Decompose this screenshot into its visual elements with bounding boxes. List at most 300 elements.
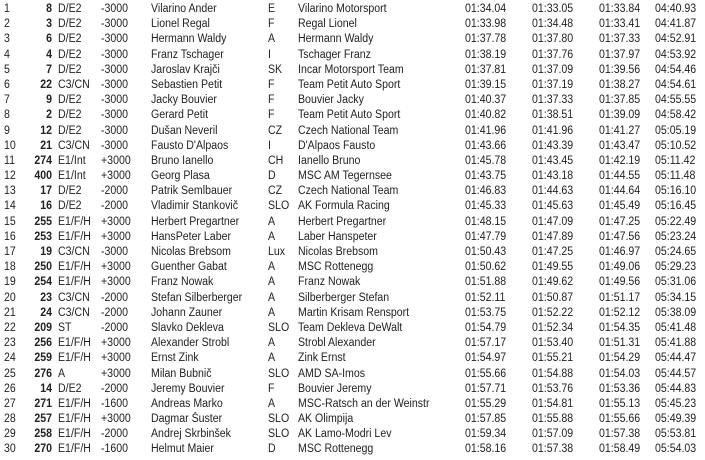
run3-time-cell: 01:58.49 — [599, 443, 641, 456]
table-row — [0, 367, 705, 382]
team-cell: Nicolas Brebsom — [298, 246, 378, 258]
run1-time-cell: 01:33.98 — [465, 18, 507, 31]
car-number-cell: 6 — [46, 33, 52, 46]
total-time-cell: 04:58.42 — [655, 109, 697, 122]
team-cell: Tschager Franz — [298, 48, 371, 61]
driver-cell: HansPeter Laber — [151, 230, 231, 243]
total-time-cell: 05:41.48 — [655, 321, 697, 334]
run3-time-cell: 01:54.03 — [599, 367, 641, 380]
car-number-cell: 400 — [34, 170, 52, 183]
position-cell: 19 — [4, 276, 16, 289]
run1-time-cell: 01:39.15 — [465, 78, 507, 91]
capacity-cell: +3000 — [101, 413, 131, 426]
driver-cell: Jeremy Bouvier — [151, 382, 225, 395]
run1-time-cell: 01:41.96 — [465, 124, 507, 137]
run3-time-cell: 01:39.09 — [599, 109, 641, 122]
team-cell: Strobl Alexander — [298, 337, 376, 350]
run2-time-cell: 01:33.05 — [532, 3, 574, 15]
class-cell: E1/F/H — [58, 215, 91, 228]
class-cell: E1/F/H — [58, 443, 91, 456]
run3-time-cell: 01:51.31 — [599, 337, 641, 350]
position-cell: 20 — [4, 291, 16, 304]
run3-time-cell: 01:47.25 — [599, 215, 641, 228]
table-row — [0, 230, 705, 245]
capacity-cell: -3000 — [101, 94, 129, 107]
run3-time-cell: 01:41.27 — [599, 124, 641, 137]
position-cell: 30 — [4, 443, 16, 456]
table-row — [0, 321, 705, 336]
team-cell: Laber Hanspeter — [298, 230, 377, 243]
position-cell: 17 — [4, 246, 16, 258]
position-cell: 27 — [4, 397, 16, 410]
total-time-cell: 05:16.45 — [655, 200, 697, 213]
team-cell: Silberberger Stefan — [298, 291, 390, 304]
run1-time-cell: 01:43.66 — [465, 139, 507, 152]
class-cell: E1/F/H — [58, 276, 91, 289]
position-cell: 11 — [4, 154, 15, 167]
run2-time-cell: 01:52.22 — [532, 306, 574, 319]
run1-time-cell: 01:37.81 — [465, 63, 507, 76]
table-row — [0, 442, 705, 457]
nationality-cell: F — [268, 109, 275, 122]
driver-cell: Andreas Marko — [151, 397, 223, 410]
nationality-cell: SLO — [268, 367, 290, 380]
nationality-cell: SLO — [268, 200, 290, 213]
run3-time-cell: 01:43.47 — [599, 139, 641, 152]
team-cell: Ianello Bruno — [298, 154, 361, 167]
results-table — [0, 2, 705, 458]
run3-time-cell: 01:52.12 — [599, 306, 641, 319]
driver-cell: Gerard Petit — [151, 109, 209, 122]
total-time-cell: 05:31.06 — [655, 276, 697, 289]
team-cell: Hermann Waldy — [298, 33, 374, 46]
capacity-cell: -1600 — [101, 397, 129, 410]
run1-time-cell: 01:46.83 — [465, 185, 507, 198]
driver-cell: Franz Nowak — [151, 276, 214, 289]
car-number-cell: 253 — [34, 230, 52, 243]
driver-cell: Patrik Semlbauer — [151, 185, 233, 198]
capacity-cell: -2000 — [101, 382, 129, 395]
class-cell: D/E2 — [58, 33, 82, 46]
driver-cell: Helmut Maier — [151, 443, 214, 456]
run3-time-cell: 01:33.84 — [599, 3, 641, 15]
run3-time-cell: 01:38.27 — [599, 78, 641, 91]
team-cell: AK Olimpija — [298, 413, 354, 426]
driver-cell: Jaroslav Krajči — [151, 63, 220, 76]
position-cell: 15 — [4, 215, 16, 228]
class-cell: A — [58, 367, 66, 380]
run1-time-cell: 01:57.17 — [465, 337, 507, 350]
run3-time-cell: 01:49.06 — [599, 261, 641, 274]
run2-time-cell: 01:45.63 — [532, 200, 574, 213]
run2-time-cell: 01:55.88 — [532, 413, 574, 426]
run2-time-cell: 01:37.33 — [532, 94, 574, 107]
run3-time-cell: 01:46.97 — [599, 246, 641, 258]
table-row — [0, 184, 705, 199]
run1-time-cell: 01:52.11 — [465, 291, 506, 304]
run1-time-cell: 01:45.33 — [465, 200, 507, 213]
driver-cell: Johann Zauner — [151, 306, 223, 319]
nationality-cell: D — [268, 443, 276, 456]
nationality-cell: E — [268, 3, 276, 15]
team-cell: MSC Rottenegg — [298, 261, 374, 274]
table-row — [0, 169, 705, 184]
nationality-cell: F — [268, 78, 275, 91]
capacity-cell: +3000 — [101, 170, 131, 183]
position-cell: 23 — [4, 337, 16, 350]
run1-time-cell: 01:55.29 — [465, 397, 507, 410]
position-cell: 3 — [4, 33, 10, 46]
car-number-cell: 254 — [34, 276, 52, 289]
team-cell: Bouvier Jeremy — [298, 382, 372, 395]
total-time-cell: 04:55.55 — [655, 94, 697, 107]
nationality-cell: A — [268, 306, 276, 319]
run1-time-cell: 01:57.85 — [465, 413, 507, 426]
driver-cell: Stefan Silberberger — [151, 291, 243, 304]
team-cell: Team Petit Auto Sport — [298, 109, 401, 122]
driver-cell: Franz Tschager — [151, 48, 224, 61]
run1-time-cell: 01:54.97 — [465, 352, 507, 365]
run1-time-cell: 01:59.34 — [465, 428, 507, 441]
run1-time-cell: 01:51.88 — [465, 276, 507, 289]
nationality-cell: A — [268, 291, 276, 304]
table-row — [0, 291, 705, 306]
run2-time-cell: 01:49.55 — [532, 261, 574, 274]
run2-time-cell: 01:37.80 — [532, 33, 574, 46]
capacity-cell: -2000 — [101, 200, 129, 213]
team-cell: Franz Nowak — [298, 276, 361, 289]
capacity-cell: -3000 — [101, 109, 129, 122]
driver-cell: Andrej Skrbinšek — [151, 428, 231, 441]
position-cell: 2 — [4, 18, 10, 31]
team-cell: Bouvier Jacky — [298, 94, 364, 107]
nationality-cell: SLO — [268, 413, 290, 426]
capacity-cell: -3000 — [101, 63, 129, 76]
team-cell: Zink Ernst — [298, 352, 346, 365]
run3-time-cell: 01:37.85 — [599, 94, 641, 107]
driver-cell: Jacky Bouvier — [151, 94, 217, 107]
capacity-cell: +3000 — [101, 276, 131, 289]
run1-time-cell: 01:45.78 — [465, 154, 507, 167]
capacity-cell: +3000 — [101, 230, 131, 243]
car-number-cell: 8 — [46, 3, 52, 15]
car-number-cell: 250 — [34, 261, 52, 274]
run3-time-cell: 01:44.55 — [599, 170, 641, 183]
total-time-cell: 04:52.91 — [655, 33, 697, 46]
position-cell: 10 — [4, 139, 16, 152]
total-time-cell: 04:54.46 — [655, 63, 697, 76]
total-time-cell: 05:53.81 — [655, 428, 697, 441]
car-number-cell: 7 — [46, 63, 52, 76]
position-cell: 24 — [4, 352, 16, 365]
run1-time-cell: 01:40.37 — [465, 94, 507, 107]
capacity-cell: +3000 — [101, 215, 131, 228]
run3-time-cell: 01:55.66 — [599, 413, 641, 426]
run2-time-cell: 01:43.45 — [532, 154, 574, 167]
capacity-cell: +3000 — [101, 261, 131, 274]
driver-cell: Hermann Waldy — [151, 33, 227, 46]
run1-time-cell: 01:40.82 — [465, 109, 507, 122]
total-time-cell: 05:45.23 — [655, 397, 697, 410]
run2-time-cell: 01:43.39 — [532, 139, 574, 152]
car-number-cell: 3 — [46, 18, 52, 31]
total-time-cell: 05:10.52 — [655, 139, 697, 152]
run1-time-cell: 01:38.19 — [465, 48, 507, 61]
table-row — [0, 427, 705, 442]
total-time-cell: 04:41.87 — [655, 18, 697, 31]
class-cell: C3/CN — [58, 246, 90, 258]
run1-time-cell: 01:53.75 — [465, 306, 507, 319]
run2-time-cell: 01:52.34 — [532, 321, 574, 334]
run1-time-cell: 01:55.66 — [465, 367, 507, 380]
run1-time-cell: 01:48.15 — [465, 215, 507, 228]
car-number-cell: 23 — [40, 291, 52, 304]
driver-cell: Alexander Strobl — [151, 337, 230, 350]
total-time-cell: 05:16.10 — [655, 185, 697, 198]
total-time-cell: 05:11.42 — [655, 154, 696, 167]
class-cell: D/E2 — [58, 185, 82, 198]
table-row — [0, 154, 705, 169]
table-row — [0, 351, 705, 366]
team-cell: Incar Motorsport Team — [298, 63, 404, 76]
car-number-cell: 4 — [46, 48, 52, 61]
run2-time-cell: 01:55.21 — [532, 352, 574, 365]
position-cell: 26 — [4, 382, 16, 395]
car-number-cell: 256 — [34, 337, 52, 350]
run2-time-cell: 01:43.18 — [532, 170, 574, 183]
position-cell: 13 — [4, 185, 16, 198]
car-number-cell: 276 — [34, 367, 52, 380]
team-cell: D'Alpaos Fausto — [298, 139, 376, 152]
class-cell: C3/CN — [58, 306, 90, 319]
driver-cell: Ernst Zink — [151, 352, 199, 365]
class-cell: E1/F/H — [58, 397, 91, 410]
table-row — [0, 2, 705, 17]
capacity-cell: -3000 — [101, 124, 129, 137]
car-number-cell: 21 — [40, 139, 52, 152]
class-cell: D/E2 — [58, 48, 82, 61]
nationality-cell: CZ — [268, 124, 283, 137]
run2-time-cell: 01:44.63 — [532, 185, 574, 198]
car-number-cell: 258 — [34, 428, 52, 441]
driver-cell: Guenther Gabat — [151, 261, 227, 274]
run3-time-cell: 01:51.17 — [599, 291, 641, 304]
team-cell: Regal Lionel — [298, 18, 357, 31]
class-cell: E1/F/H — [58, 230, 91, 243]
nationality-cell: SK — [268, 63, 283, 76]
car-number-cell: 19 — [40, 246, 52, 258]
run3-time-cell: 01:37.33 — [599, 33, 641, 46]
run1-time-cell: 01:57.71 — [465, 382, 507, 395]
run3-time-cell: 01:39.56 — [599, 63, 641, 76]
run1-time-cell: 01:34.04 — [465, 3, 507, 15]
nationality-cell: I — [268, 139, 271, 152]
driver-cell: Vladimir Stankovič — [151, 200, 239, 213]
team-cell: MSC Rottenegg — [298, 443, 374, 456]
run2-time-cell: 01:34.48 — [532, 18, 574, 31]
driver-cell: Nicolas Brebsom — [151, 246, 231, 258]
run3-time-cell: 01:37.97 — [599, 48, 641, 61]
run2-time-cell: 01:50.87 — [532, 291, 574, 304]
run1-time-cell: 01:37.78 — [465, 33, 507, 46]
nationality-cell: D — [268, 170, 276, 183]
total-time-cell: 05:23.24 — [655, 230, 697, 243]
nationality-cell: A — [268, 352, 276, 365]
table-row — [0, 397, 705, 412]
run1-time-cell: 01:43.75 — [465, 170, 507, 183]
class-cell: D/E2 — [58, 3, 82, 15]
nationality-cell: F — [268, 382, 275, 395]
run2-time-cell: 01:37.19 — [532, 78, 574, 91]
capacity-cell: -3000 — [101, 18, 129, 31]
team-cell: AMD SA-Imos — [298, 367, 366, 380]
run2-time-cell: 01:47.25 — [532, 246, 574, 258]
nationality-cell: A — [268, 337, 276, 350]
nationality-cell: A — [268, 261, 276, 274]
run2-time-cell: 01:37.09 — [532, 63, 574, 76]
nationality-cell: CZ — [268, 185, 283, 198]
car-number-cell: 12 — [40, 124, 52, 137]
total-time-cell: 05:22.49 — [655, 215, 697, 228]
table-row — [0, 306, 705, 321]
car-number-cell: 14 — [40, 382, 52, 395]
driver-cell: Vilarino Ander — [151, 3, 217, 15]
class-cell: D/E2 — [58, 94, 82, 107]
table-row — [0, 275, 705, 290]
capacity-cell: -2000 — [101, 185, 129, 198]
nationality-cell: F — [268, 94, 275, 107]
nationality-cell: A — [268, 230, 276, 243]
total-time-cell: 05:44.57 — [655, 367, 697, 380]
position-cell: 1 — [4, 3, 10, 15]
car-number-cell: 16 — [40, 200, 52, 213]
capacity-cell: -2000 — [101, 306, 129, 319]
capacity-cell: -3000 — [101, 33, 129, 46]
driver-cell: Milan Bubnič — [151, 367, 212, 380]
total-time-cell: 05:24.65 — [655, 246, 697, 258]
car-number-cell: 274 — [34, 154, 52, 167]
car-number-cell: 209 — [34, 321, 52, 334]
total-time-cell: 05:49.39 — [655, 413, 697, 426]
class-cell: E1/F/H — [58, 352, 91, 365]
class-cell: C3/CN — [58, 78, 90, 91]
driver-cell: Bruno Ianello — [151, 154, 214, 167]
table-row — [0, 199, 705, 214]
run3-time-cell: 01:45.49 — [599, 200, 641, 213]
capacity-cell: -3000 — [101, 246, 129, 258]
total-time-cell: 05:44.83 — [655, 382, 697, 395]
team-cell: Team Dekleva DeWalt — [298, 321, 403, 334]
total-time-cell: 05:38.09 — [655, 306, 697, 319]
capacity-cell: -3000 — [101, 78, 129, 91]
total-time-cell: 05:54.03 — [655, 443, 697, 456]
position-cell: 28 — [4, 413, 16, 426]
total-time-cell: 05:11.48 — [655, 170, 696, 183]
position-cell: 25 — [4, 367, 16, 380]
capacity-cell: -3000 — [101, 139, 129, 152]
car-number-cell: 2 — [46, 109, 52, 122]
table-row — [0, 93, 705, 108]
class-cell: D/E2 — [58, 200, 82, 213]
capacity-cell: -2000 — [101, 321, 129, 334]
total-time-cell: 05:34.15 — [655, 291, 697, 304]
nationality-cell: F — [268, 18, 275, 31]
car-number-cell: 257 — [34, 413, 52, 426]
capacity-cell: +3000 — [101, 337, 131, 350]
capacity-cell: -3000 — [101, 3, 129, 15]
table-row — [0, 215, 705, 230]
position-cell: 7 — [4, 94, 10, 107]
class-cell: E1/F/H — [58, 428, 91, 441]
total-time-cell: 04:54.61 — [655, 78, 697, 91]
car-number-cell: 22 — [40, 78, 52, 91]
run3-time-cell: 01:42.19 — [599, 154, 641, 167]
driver-cell: Fausto D'Alpaos — [151, 139, 229, 152]
car-number-cell: 9 — [46, 94, 52, 107]
position-cell: 4 — [4, 48, 10, 61]
position-cell: 16 — [4, 230, 16, 243]
team-cell: Martin Krisam Rensport — [298, 306, 410, 319]
run2-time-cell: 01:47.89 — [532, 230, 574, 243]
car-number-cell: 271 — [34, 397, 52, 410]
run3-time-cell: 01:54.29 — [599, 352, 641, 365]
car-number-cell: 17 — [40, 185, 52, 198]
team-cell: Herbert Pregartner — [298, 215, 387, 228]
car-number-cell: 255 — [34, 215, 52, 228]
run3-time-cell: 01:44.64 — [599, 185, 641, 198]
class-cell: D/E2 — [58, 63, 82, 76]
table-row — [0, 124, 705, 139]
run3-time-cell: 01:53.36 — [599, 382, 641, 395]
capacity-cell: -3000 — [101, 48, 129, 61]
class-cell: E1/F/H — [58, 413, 91, 426]
team-cell: AK Lamo-Modri Lev — [298, 428, 392, 441]
table-row — [0, 17, 705, 32]
driver-cell: Herbert Pregartner — [151, 215, 240, 228]
capacity-cell: +3000 — [101, 367, 131, 380]
total-time-cell: 05:29.23 — [655, 261, 697, 274]
class-cell: D/E2 — [58, 382, 82, 395]
class-cell: E1/Int — [58, 170, 86, 183]
run2-time-cell: 01:53.40 — [532, 337, 574, 350]
capacity-cell: +3000 — [101, 352, 131, 365]
team-cell: Czech National Team — [298, 124, 399, 137]
position-cell: 9 — [4, 124, 10, 137]
table-row — [0, 78, 705, 93]
team-cell: MSC-Ratsch an der Weinstr — [298, 397, 430, 410]
run2-time-cell: 01:57.38 — [532, 443, 574, 456]
class-cell: C3/CN — [58, 139, 90, 152]
nationality-cell: Lux — [268, 246, 286, 258]
team-cell: AK Formula Racing — [298, 200, 390, 213]
table-row — [0, 139, 705, 154]
driver-cell: Dušan Neveril — [151, 124, 218, 137]
run3-time-cell: 01:54.35 — [599, 321, 641, 334]
run3-time-cell: 01:57.38 — [599, 428, 641, 441]
position-cell: 5 — [4, 63, 10, 76]
run1-time-cell: 01:50.43 — [465, 246, 507, 258]
run2-time-cell: 01:54.88 — [532, 367, 574, 380]
capacity-cell: -2000 — [101, 428, 129, 441]
run1-time-cell: 01:58.16 — [465, 443, 507, 456]
class-cell: C3/CN — [58, 291, 90, 304]
position-cell: 14 — [4, 200, 16, 213]
run3-time-cell: 01:47.56 — [599, 230, 641, 243]
total-time-cell: 05:41.88 — [655, 337, 697, 350]
run2-time-cell: 01:54.81 — [532, 397, 574, 410]
table-row — [0, 412, 705, 427]
class-cell: E1/Int — [58, 154, 86, 167]
